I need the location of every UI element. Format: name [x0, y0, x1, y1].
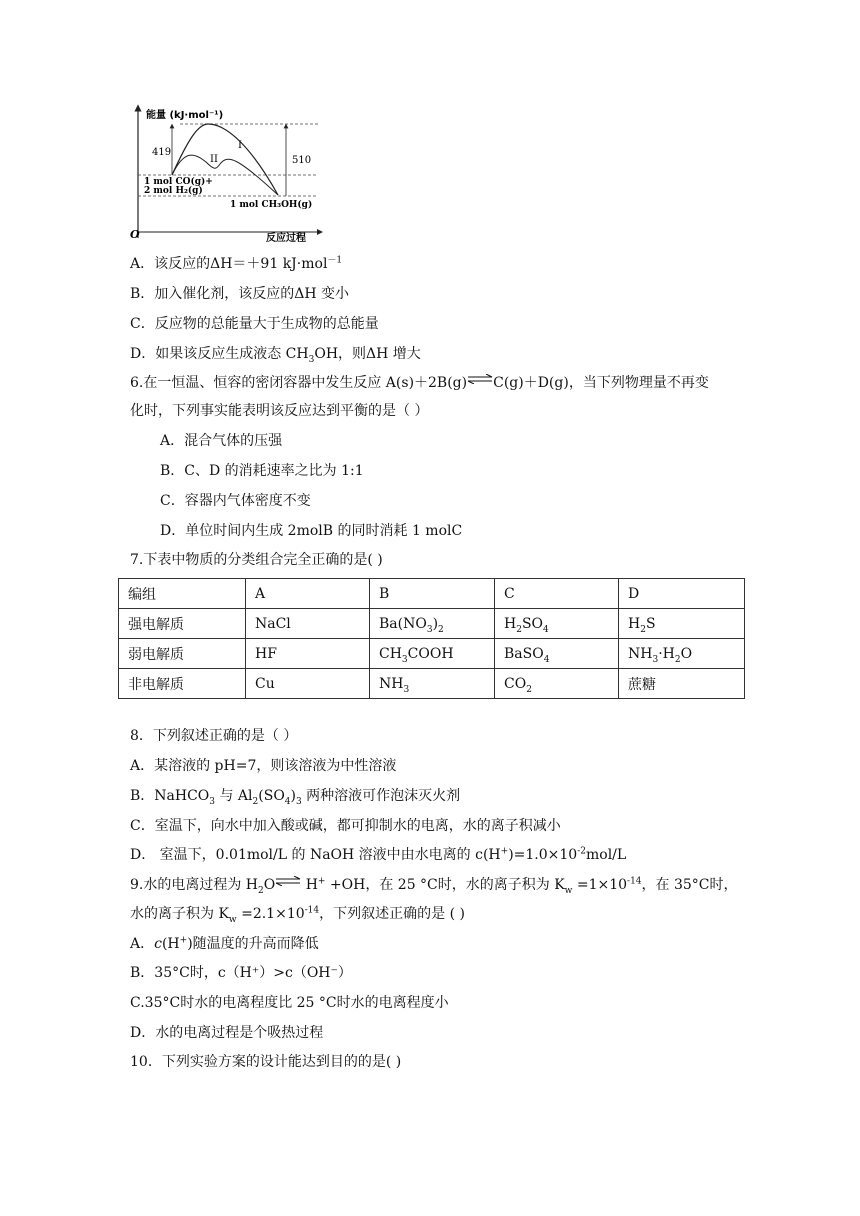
table-header-cell: C: [495, 579, 619, 609]
q10-stem: 10．下列实验方案的设计能达到目的的是( ): [130, 1054, 402, 1070]
curve-ii-label: II: [210, 154, 218, 165]
q6-stem-line2: 化时，下列事实能表明该反应达到平衡的是（ ）: [130, 403, 429, 419]
table-header-cell: D: [619, 579, 745, 609]
table-header-cell: 编组: [119, 579, 246, 609]
reverse-label: 510: [292, 155, 312, 166]
q8-option-d: D． 室温下，0.01mol/L 的 NaOH 溶液中由水电离的 $c(H^+)=1.0\times 10^{-2}mol/L$: [130, 846, 627, 863]
y-axis-label: 能量 (kJ·mol⁻¹): [146, 110, 224, 121]
table-header-cell: B: [370, 579, 495, 609]
reactant-label-2: 2 mol H₂(g): [144, 186, 203, 196]
q5-option-c: C．反应物的总能量大于生成物的总能量: [130, 316, 379, 332]
table-cell: BaSO$_4$: [495, 639, 619, 669]
q6-stem-line1: 6.在一恒温、恒容的密闭容器中发生反应 A(s)＋2B(g) C(g)＋D(g)，当下列物理量不再变: [130, 375, 709, 391]
q9-option-c: C.35°C时水的电离程度比 25 °C时水的电离程度小: [130, 995, 449, 1011]
table-cell: $Ba(NO_3)_2$: [370, 609, 495, 639]
q8-stem: 8．下列叙述正确的是（ ）: [130, 728, 298, 744]
equilibrium-arrow-icon: [275, 876, 301, 886]
table-cell: $CH_3COOH$: [370, 639, 495, 669]
energy-diagram: [128, 100, 328, 245]
q5-option-a: A．该反应的ΔH＝＋91 kJ·mol$^{-1}$: [130, 255, 343, 272]
q9-option-a: A．c(H+)随温度的升高而降低: [130, 935, 319, 952]
table-row: [119, 639, 745, 669]
table-row: [119, 579, 745, 609]
table-cell: $CO_2$: [495, 669, 619, 699]
table-cell: 蔗糖: [619, 669, 745, 699]
table-cell: HF: [246, 639, 370, 669]
equilibrium-arrow-icon: [467, 374, 493, 384]
q9-stem-line1: 9.水的电离过程为 $H_2O$ H+ +OH，在 25 °C时，水的离子积为 $K_w =1\times 10^{-14}$，在 35°C时，: [130, 876, 738, 896]
x-axis-label: 反应过程: [266, 233, 306, 244]
table-header-cell: A: [246, 579, 370, 609]
q8-option-b: B．NaHCO$_3$ 与 $Al_2(SO_4)_3$ 两种溶液可作泡沫灭火剂: [130, 788, 461, 807]
origin-label: O: [130, 228, 140, 241]
row-label: 弱电解质: [119, 639, 246, 669]
q9-option-b: B．35°C时，c（H⁺）>c（OH⁻）: [130, 965, 352, 981]
q5-option-b: B．加入催化剂，该反应的ΔH 变小: [130, 286, 350, 302]
curve-i-label: I: [238, 140, 242, 151]
classification-table: [118, 578, 745, 699]
table-cell: Cu: [246, 669, 370, 699]
q6-option-d: D．单位时间内生成 2molB 的同时消耗 1 molC: [160, 523, 463, 539]
q9-stem-line2: 水的离子积为 $K_w =2.1\times 10^{-14}$，下列叙述正确的是 ( ): [130, 905, 465, 925]
table-row: [119, 669, 745, 699]
q6-option-b: B．C、D 的消耗速率之比为 1:1: [160, 463, 364, 479]
row-label: 非电解质: [119, 669, 246, 699]
q5-option-d: D．如果该反应生成液态 $CH_3OH$，则ΔH 增大: [130, 346, 421, 365]
q8-option-c: C．室温下，向水中加入酸或碱，都可抑制水的电离，水的离子积减小: [130, 818, 561, 834]
table-cell: NaCl: [246, 609, 370, 639]
q6-option-c: C．容器内气体密度不变: [160, 493, 311, 509]
q6-option-a: A．混合气体的压强: [160, 433, 283, 449]
product-label: 1 mol CH₃OH(g): [230, 200, 313, 210]
q9-option-d: D．水的电离过程是个吸热过程: [130, 1025, 324, 1041]
row-label: 强电解质: [119, 609, 246, 639]
q7-stem: 7.下表中物质的分类组合完全正确的是( ): [130, 552, 383, 568]
table-cell: $NH_3\cdot H_2O$: [619, 639, 745, 669]
reactant-label-1: 1 mol CO(g)+: [144, 177, 213, 187]
table-cell: $H_2SO_4$: [495, 609, 619, 639]
table-cell: $H_2S$: [619, 609, 745, 639]
table-row: [119, 609, 745, 639]
table-cell: $NH_3$: [370, 669, 495, 699]
activation-label: 419: [152, 147, 172, 158]
q8-option-a: A．某溶液的 pH=7，则该溶液为中性溶液: [130, 758, 397, 774]
